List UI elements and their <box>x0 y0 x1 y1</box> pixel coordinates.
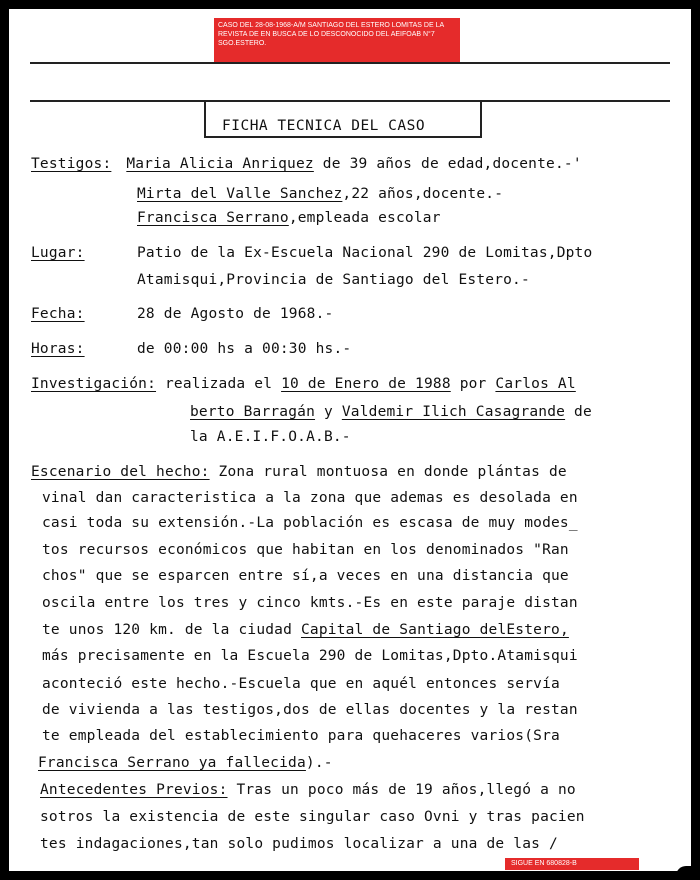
witness-3-name: Francisca Serrano <box>137 210 289 226</box>
investigacion-text-1: realizada el <box>164 376 273 392</box>
witness-2-name: Mirta del Valle Sanchez <box>137 186 343 202</box>
serrano-note: Francisca Serrano ya fallecida <box>38 755 306 771</box>
investigator-1-part-2: berto Barragán <box>190 404 316 420</box>
investigacion-text-4: de <box>574 404 592 420</box>
escenario-line-4: chos" que se esparcen entre sí,a veces en una distancia que <box>42 568 569 584</box>
testigos-label: Testigos: <box>31 156 112 172</box>
investigator-2: Valdemir Ilich Casagrande <box>341 404 566 420</box>
escenario-row <box>31 464 567 480</box>
witness-1-details: de 39 años de edad,docente.-' <box>322 156 582 172</box>
testigos-row <box>31 156 582 172</box>
witness-3-row <box>137 210 441 226</box>
escenario-line-9: de vivienda a las testigos,dos de ellas docentes y la restan <box>42 702 578 718</box>
antecedentes-line-first: Tras un poco más de 19 años,llegó a no <box>236 782 576 798</box>
antecedentes-label: Antecedentes Previos: <box>40 782 228 798</box>
escenario-line-10: te empleada del establecimiento para quehaceres varios(Sra <box>42 728 560 744</box>
escenario-line-5: oscila entre los tres y cinco kmts.-Es en este paraje distan <box>42 595 578 611</box>
escenario-line-2: casi toda su extensión.-La población es escasa de muy modes_ <box>42 515 578 531</box>
escenario-line-6 <box>42 622 569 638</box>
escenario-line-6-text: te unos 120 km. de la ciudad <box>42 622 293 638</box>
witness-3-details: ,empleada escolar <box>288 210 441 226</box>
horas-label: Horas: <box>31 341 85 357</box>
investigacion-date: 10 de Enero de 1988 <box>281 376 451 392</box>
archive-stamp-top: CASO DEL 28-08-1968-A/M SANTIAGO DEL ESTERO LOMITAS DE LA REVISTA DE EN BUSCA DE LO DESCONOCIDO DEL AEIFOAB N°7 SGO.ESTERO. <box>214 18 460 64</box>
antecedentes-line-2: sotros la existencia de este singular caso Ovni y tras pacien <box>40 809 585 825</box>
investigacion-row-2 <box>190 404 592 420</box>
antecedentes-row <box>40 782 576 798</box>
document-title: FICHA TECNICA DEL CASO <box>222 118 426 134</box>
fecha-label: Fecha: <box>31 306 85 322</box>
escenario-line-7: más precisamente en la Escuela 290 de Lomitas,Dpto.Atamisqui <box>42 648 578 664</box>
archive-stamp-bottom: SIGUE EN 680828-B <box>505 858 639 870</box>
investigator-1-part-1: Carlos Al <box>495 376 576 392</box>
escenario-line-8: aconteció este hecho.-Escuela que en aquél entonces servía <box>42 676 560 692</box>
investigacion-text-3: y <box>323 404 333 420</box>
escenario-line-11 <box>38 755 333 771</box>
witness-2-row <box>137 186 503 202</box>
witness-1-name: Maria Alicia Anriquez <box>126 156 314 172</box>
serrano-note-end: ).- <box>305 755 333 771</box>
lugar-line-1: Patio de la Ex-Escuela Nacional 290 de Lomitas,Dpto <box>137 245 593 261</box>
escenario-line-1: vinal dan caracteristica a la zona que ademas es desolada en <box>42 490 578 506</box>
investigacion-label: Investigación: <box>31 376 157 392</box>
escenario-line-3: tos recursos económicos que habitan en los denominados "Ran <box>42 542 569 558</box>
antecedentes-line-3: tes indagaciones,tan solo pudimos localizar a una de las / <box>40 836 558 852</box>
lugar-line-2: Atamisqui,Provincia de Santiago del Estero.- <box>137 272 530 288</box>
investigacion-text-2: por <box>459 376 487 392</box>
witness-2-details: ,22 años,docente.- <box>342 186 504 202</box>
page-number-fragment <box>676 866 700 880</box>
top-rule <box>30 62 670 64</box>
investigacion-org: la A.E.I.F.O.A.B.- <box>190 429 351 445</box>
lugar-label: Lugar: <box>31 245 85 261</box>
escenario-label: Escenario del hecho: <box>31 464 210 480</box>
fecha-value: 28 de Agosto de 1968.- <box>137 306 334 322</box>
escenario-line-first: Zona rural montuosa en donde plántas de <box>218 464 567 480</box>
investigacion-row <box>31 376 576 392</box>
capital-link: Capital de Santiago delEstero, <box>300 622 569 638</box>
horas-value: de 00:00 hs a 00:30 hs.- <box>137 341 352 357</box>
